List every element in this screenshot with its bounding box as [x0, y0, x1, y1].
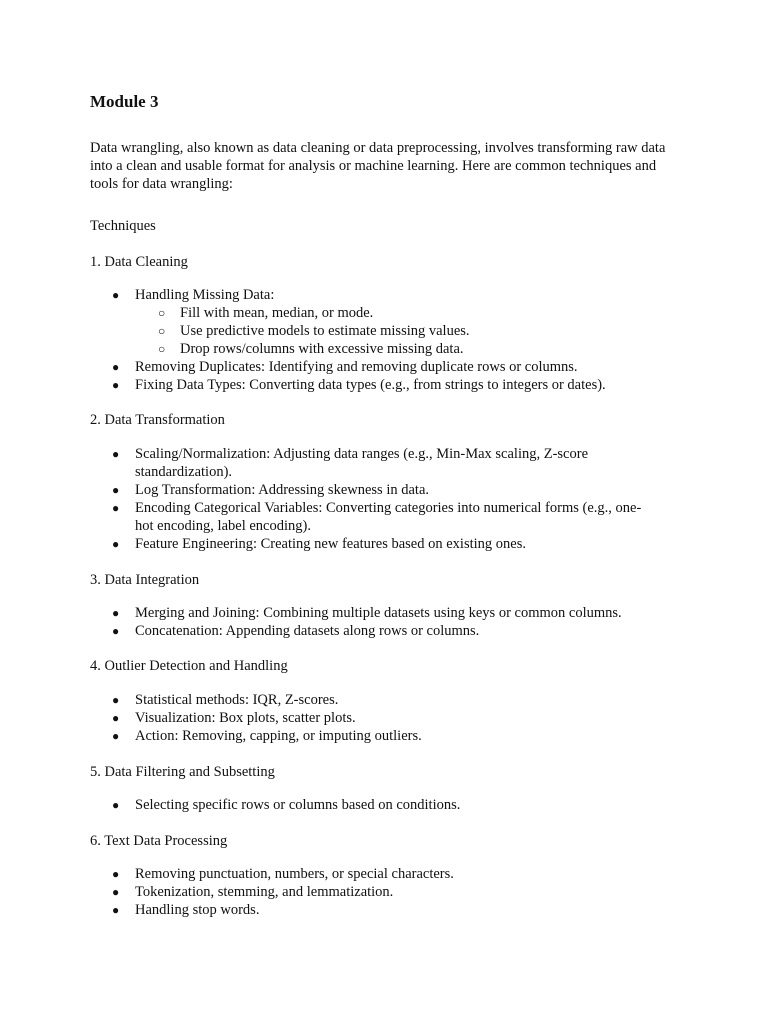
bullet-icon: ● [112, 798, 120, 812]
list-item-text: Statistical methods: IQR, Z-scores. [135, 692, 339, 708]
section-heading-data-filtering: 5. Data Filtering and Subsetting [90, 764, 275, 780]
bullet-icon: ● [112, 288, 120, 302]
bullet-icon: ● [112, 711, 120, 725]
list-item [0, 358, 645, 376]
circle-bullet-icon: ○ [158, 342, 166, 356]
list-item [0, 865, 645, 883]
list-item [0, 286, 645, 358]
list-item [0, 691, 645, 709]
list-item-text: Concatenation: Appending datasets along rows or columns. [135, 623, 480, 639]
list-item-text: Handling stop words. [135, 902, 260, 918]
circle-bullet-icon: ○ [158, 306, 166, 320]
section-heading-data-transformation: 2. Data Transformation [90, 412, 225, 428]
list-item-text: Merging and Joining: Combining multiple datasets using keys or common columns. [135, 605, 622, 621]
list-item-text: Scaling/Normalization: Adjusting data ranges (e.g., Min-Max scaling, Z-score standardization). [135, 446, 589, 480]
intro-paragraph: Data wrangling, also known as data cleaning or data preprocessing, involves transforming raw data into a clean and usable format for analysis or machine learning. Here are common techniques and tools for data wrangling: [90, 140, 666, 192]
bullet-icon: ● [112, 360, 120, 374]
sub-list [135, 304, 645, 358]
bullet-icon: ● [112, 447, 120, 461]
page-title: Module 3 [90, 92, 159, 111]
bullet-icon: ● [112, 729, 120, 743]
sub-list-item-text: Drop rows/columns with excessive missing data. [180, 341, 464, 357]
list-item-text: Selecting specific rows or columns based on conditions. [135, 797, 461, 813]
bullet-icon: ● [112, 903, 120, 917]
section-list-data-cleaning [0, 286, 768, 394]
sub-list-item-text: Fill with mean, median, or mode. [180, 305, 374, 321]
list-item-text: Fixing Data Types: Converting data types (e.g., from strings to integers or dates). [135, 377, 606, 393]
bullet-icon: ● [112, 867, 120, 881]
list-item [0, 622, 645, 640]
list-item [0, 796, 645, 814]
bullet-icon: ● [112, 693, 120, 707]
bullet-icon: ● [112, 501, 120, 515]
list-item-text: Encoding Categorical Variables: Converting categories into numerical forms (e.g., one-hot encoding, label encoding). [135, 500, 642, 534]
list-item-text: Tokenization, stemming, and lemmatization. [135, 884, 394, 900]
list-item-text: Removing Duplicates: Identifying and removing duplicate rows or columns. [135, 359, 578, 375]
section-list-text-processing [0, 865, 768, 919]
list-item [0, 535, 645, 553]
bullet-icon: ● [112, 885, 120, 899]
bullet-icon: ● [112, 624, 120, 638]
list-item [0, 901, 645, 919]
list-item-text: Removing punctuation, numbers, or special characters. [135, 866, 454, 882]
section-list-data-filtering [0, 796, 768, 814]
list-item-text: Visualization: Box plots, scatter plots. [135, 710, 356, 726]
list-item [0, 883, 645, 901]
list-item [0, 481, 645, 499]
section-heading-outlier-detection: 4. Outlier Detection and Handling [90, 658, 288, 674]
sub-list-item [135, 304, 650, 322]
bullet-icon: ● [112, 606, 120, 620]
list-item-text: Feature Engineering: Creating new features based on existing ones. [135, 536, 526, 552]
sub-list-item [135, 340, 650, 358]
bullet-icon: ● [112, 483, 120, 497]
list-item [0, 604, 645, 622]
list-item-text: Action: Removing, capping, or imputing outliers. [135, 728, 422, 744]
bullet-icon: ● [112, 378, 120, 392]
section-list-data-integration [0, 604, 768, 640]
section-list-data-transformation [0, 445, 768, 553]
list-item [0, 499, 645, 535]
section-heading-data-integration: 3. Data Integration [90, 572, 200, 588]
sub-list-item-text: Use predictive models to estimate missing values. [180, 323, 470, 339]
list-item [0, 445, 645, 481]
list-item [0, 727, 645, 745]
sub-list-item [135, 322, 650, 340]
list-item-text: Handling Missing Data: [135, 287, 275, 303]
section-list-outlier-detection [0, 691, 768, 745]
section-heading-text-processing: 6. Text Data Processing [90, 833, 228, 849]
list-item [0, 709, 645, 727]
circle-bullet-icon: ○ [158, 324, 166, 338]
bullet-icon: ● [112, 537, 120, 551]
list-item-text: Log Transformation: Addressing skewness in data. [135, 482, 430, 498]
list-item [0, 376, 645, 394]
section-heading-data-cleaning: 1. Data Cleaning [90, 254, 188, 270]
techniques-heading: Techniques [90, 218, 156, 234]
